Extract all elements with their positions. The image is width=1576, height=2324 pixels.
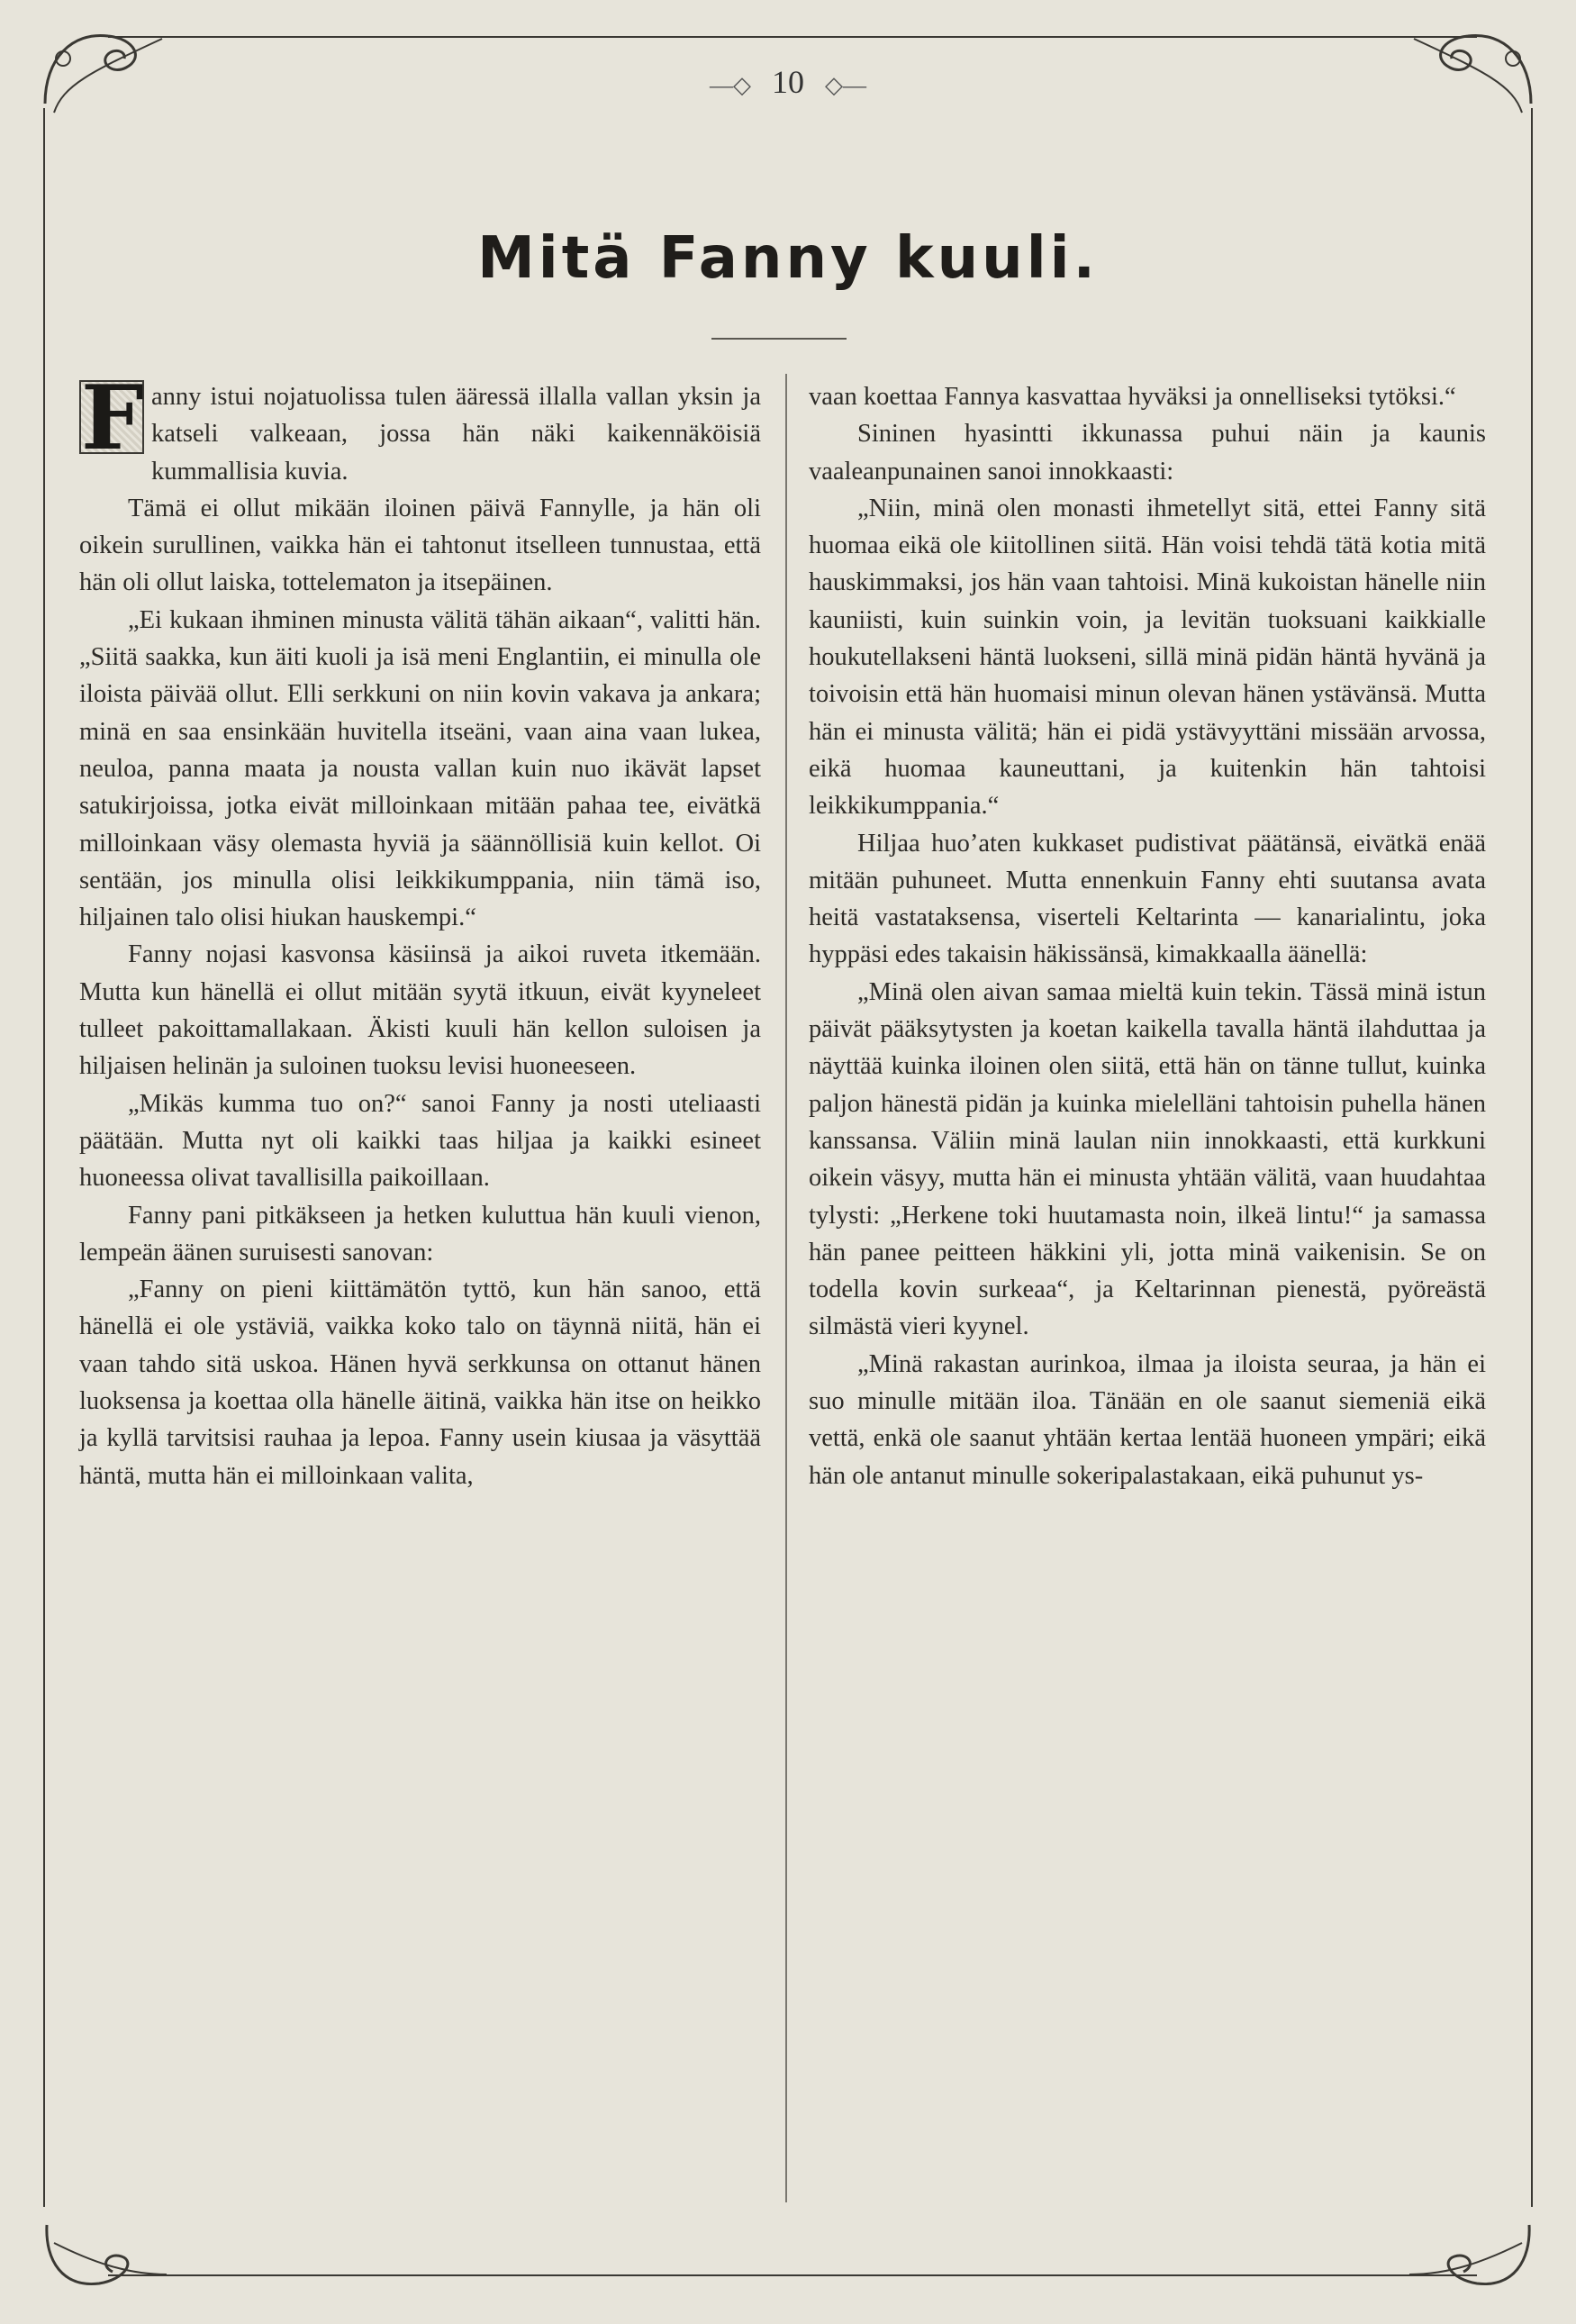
frame-left-rule <box>43 108 45 2207</box>
corner-flourish-bottom-right-icon <box>1405 2216 1540 2306</box>
text-column-right <box>809 378 1486 2216</box>
page-number-value: 10 <box>772 64 804 100</box>
text-column-left <box>79 367 761 2216</box>
paragraph: „Minä olen aivan samaa mieltä kuin tekin. Tässä minä istun päivät pääksytysten ja koetan kaikella tavalla häntä ilahduttaa ja näyttää kuinka iloinen olen siitä, että hän on tänne tullut, kuinka paljon hänestä pidän ja kuinka mielelläni tahtoisin puhella hänen kanssansa. Väliin minä laulan niin innokkaasti, että kurkkuni oikein väsyy, mutta hän ei minusta yhtään välitä, vaan huudahtaa tylysti: „Herkene toki huutamasta noin, ilkeä lintu!“ ja samassa hän panee peitteen häkkini yli, jotta minä vaikenisin. Se on todella kovin surkeaa“, ja Keltarinnan pienestä, pyöreästä silmästä vieri kyynel. <box>809 977 1486 1341</box>
page-number <box>0 63 1576 101</box>
page-number-ornament-left: —◇ <box>710 72 751 98</box>
frame-bottom-rule <box>108 2274 1477 2276</box>
title-rule <box>711 338 847 340</box>
paragraph: „Niin, minä olen monasti ihmetellyt sitä, ettei Fanny sitä huomaa eikä ole kiitollinen siitä. Hän voisi tehdä tätä kotia mitä hauskimmaksi, jos hän vaan tahtoisi. Minä kukoistan hänelle niin kauniisti, kuin suinkin voin, ja levitän tuoksuani kaikkialle houkutellakseni häntä luokseni, sillä minä pidän häntä hyvänä ja toivoisin että hän huomaisi minun olevan hänen ystävänsä. Mutta hän ei minusta välitä; hän ei pidä ystävyyttäni missään arvossa, eikä huomaa kauneuttani, ja kuitenkin hän tahtoisi leikkikumppania.“ <box>809 494 1486 821</box>
corner-flourish-bottom-left-icon <box>36 2216 171 2306</box>
paragraph <box>79 367 761 490</box>
paragraph: Fanny nojasi kasvonsa käsiinsä ja aikoi ruveta itkemään. Mutta kun hänellä ei ollut mitään syytä itkuun, eivät kyyneleet tulleet pakoittamallakaan. Äkisti kuuli hän kellon suloisen ja hiljaisen helinän ja suloinen tuoksu levisi huoneeseen. <box>79 940 761 1081</box>
column-divider <box>785 374 787 2202</box>
drop-cap: F <box>81 367 144 470</box>
paragraph: Fanny pani pitkäkseen ja hetken kuluttua hän kuuli vienon, lempeän äänen suruisesti sanovan: <box>79 1201 761 1266</box>
paragraph: „Minä rakastan aurinkoa, ilmaa ja iloista seuraa, ja hän ei suo minulle mitään iloa. Tänään en ole saanut siemeniä eikä vettä, enkä ole saanut yhtään kertaa lentää huoneen ympäri; eikä hän ole antanut minulle sokeripalastakaan, eikä puhunut ys- <box>809 1349 1486 1490</box>
page-number-ornament-right: ◇— <box>825 72 866 98</box>
paragraph: Tämä ei ollut mikään iloinen päivä Fannylle, ja hän oli oikein surullinen, vaikka hän ei tahtonut itselleen tunnustaa, että hän oli ollut laiska, tottelematon ja itsepäinen. <box>79 494 761 597</box>
paragraph: „Mikäs kumma tuo on?“ sanoi Fanny ja nosti uteliaasti päätään. Mutta nyt oli kaikki taas hiljaa ja kaikki esineet huoneessa olivat tavallisilla paikoillaan. <box>79 1089 761 1193</box>
frame-right-rule <box>1531 108 1533 2207</box>
chapter-title: Mitä Fanny kuuli. <box>477 225 1099 292</box>
paragraph-text: anny istui nojatuolissa tulen ääressä illalla vallan yksin ja katseli valkeaan, jossa hän näki kaikennäköisiä kummallisia kuvia. <box>151 383 761 486</box>
paragraph: Sininen hyasintti ikkunassa puhui näin ja kaunis vaaleanpunainen sanoi innokkaasti: <box>809 420 1486 486</box>
frame-top-rule <box>108 36 1477 38</box>
paragraph: Hiljaa huo’aten kukkaset pudistivat päätänsä, eivätkä enää mitään puhuneet. Mutta ennenkuin Fanny ehti suutansa avata heitä vastataksensa, viserteli Keltarinta — kanarialintu, joka hyppäsi edes takaisin häkissänsä, kimakkaalla äänellä: <box>809 829 1486 969</box>
paragraph: „Fanny on pieni kiittämätön tyttö, kun hän sanoo, että hänellä ei ole ystäviä, vaikka koko talo on täynnä niitä, hän ei vaan tahdo sitä uskoa. Hänen hyvä serkkunsa on ottanut hänen luoksensa ja koettaa olla hänelle äitinä, vaikka hän itse on heikko ja kyllä tarvitsisi rauhaa ja lepoa. Fanny usein kiusaa ja väsyttää häntä, mutta hän ei milloinkaan valita, <box>79 1275 761 1490</box>
paragraph: vaan koettaa Fannya kasvattaa hyväksi ja onnelliseksi tytöksi.“ <box>809 383 1456 411</box>
paragraph: „Ei kukaan ihminen minusta välitä tähän aikaan“, valitti hän. „Siitä saakka, kun äiti kuoli ja isä meni Englantiin, ei minulla ole iloista päivää ollut. Elli serkkuni on niin kovin vakava ja ankara; minä en saa ensinkään huvitella itseäni, vaan aina vaan lukea, neuloa, panna maata ja nousta vallan kuin nuo ikävät lapset satukirjoissa, jotka eivät milloinkaan mitään pahaa tee, eivätkä milloinkaan väsy olemasta hyviä ja säännöllisiä kuin kellot. Oi sentään, jos minulla olisi leikkikumppania, niin tämä iso, hiljainen talo olisi hiukan hauskempi.“ <box>79 605 761 932</box>
